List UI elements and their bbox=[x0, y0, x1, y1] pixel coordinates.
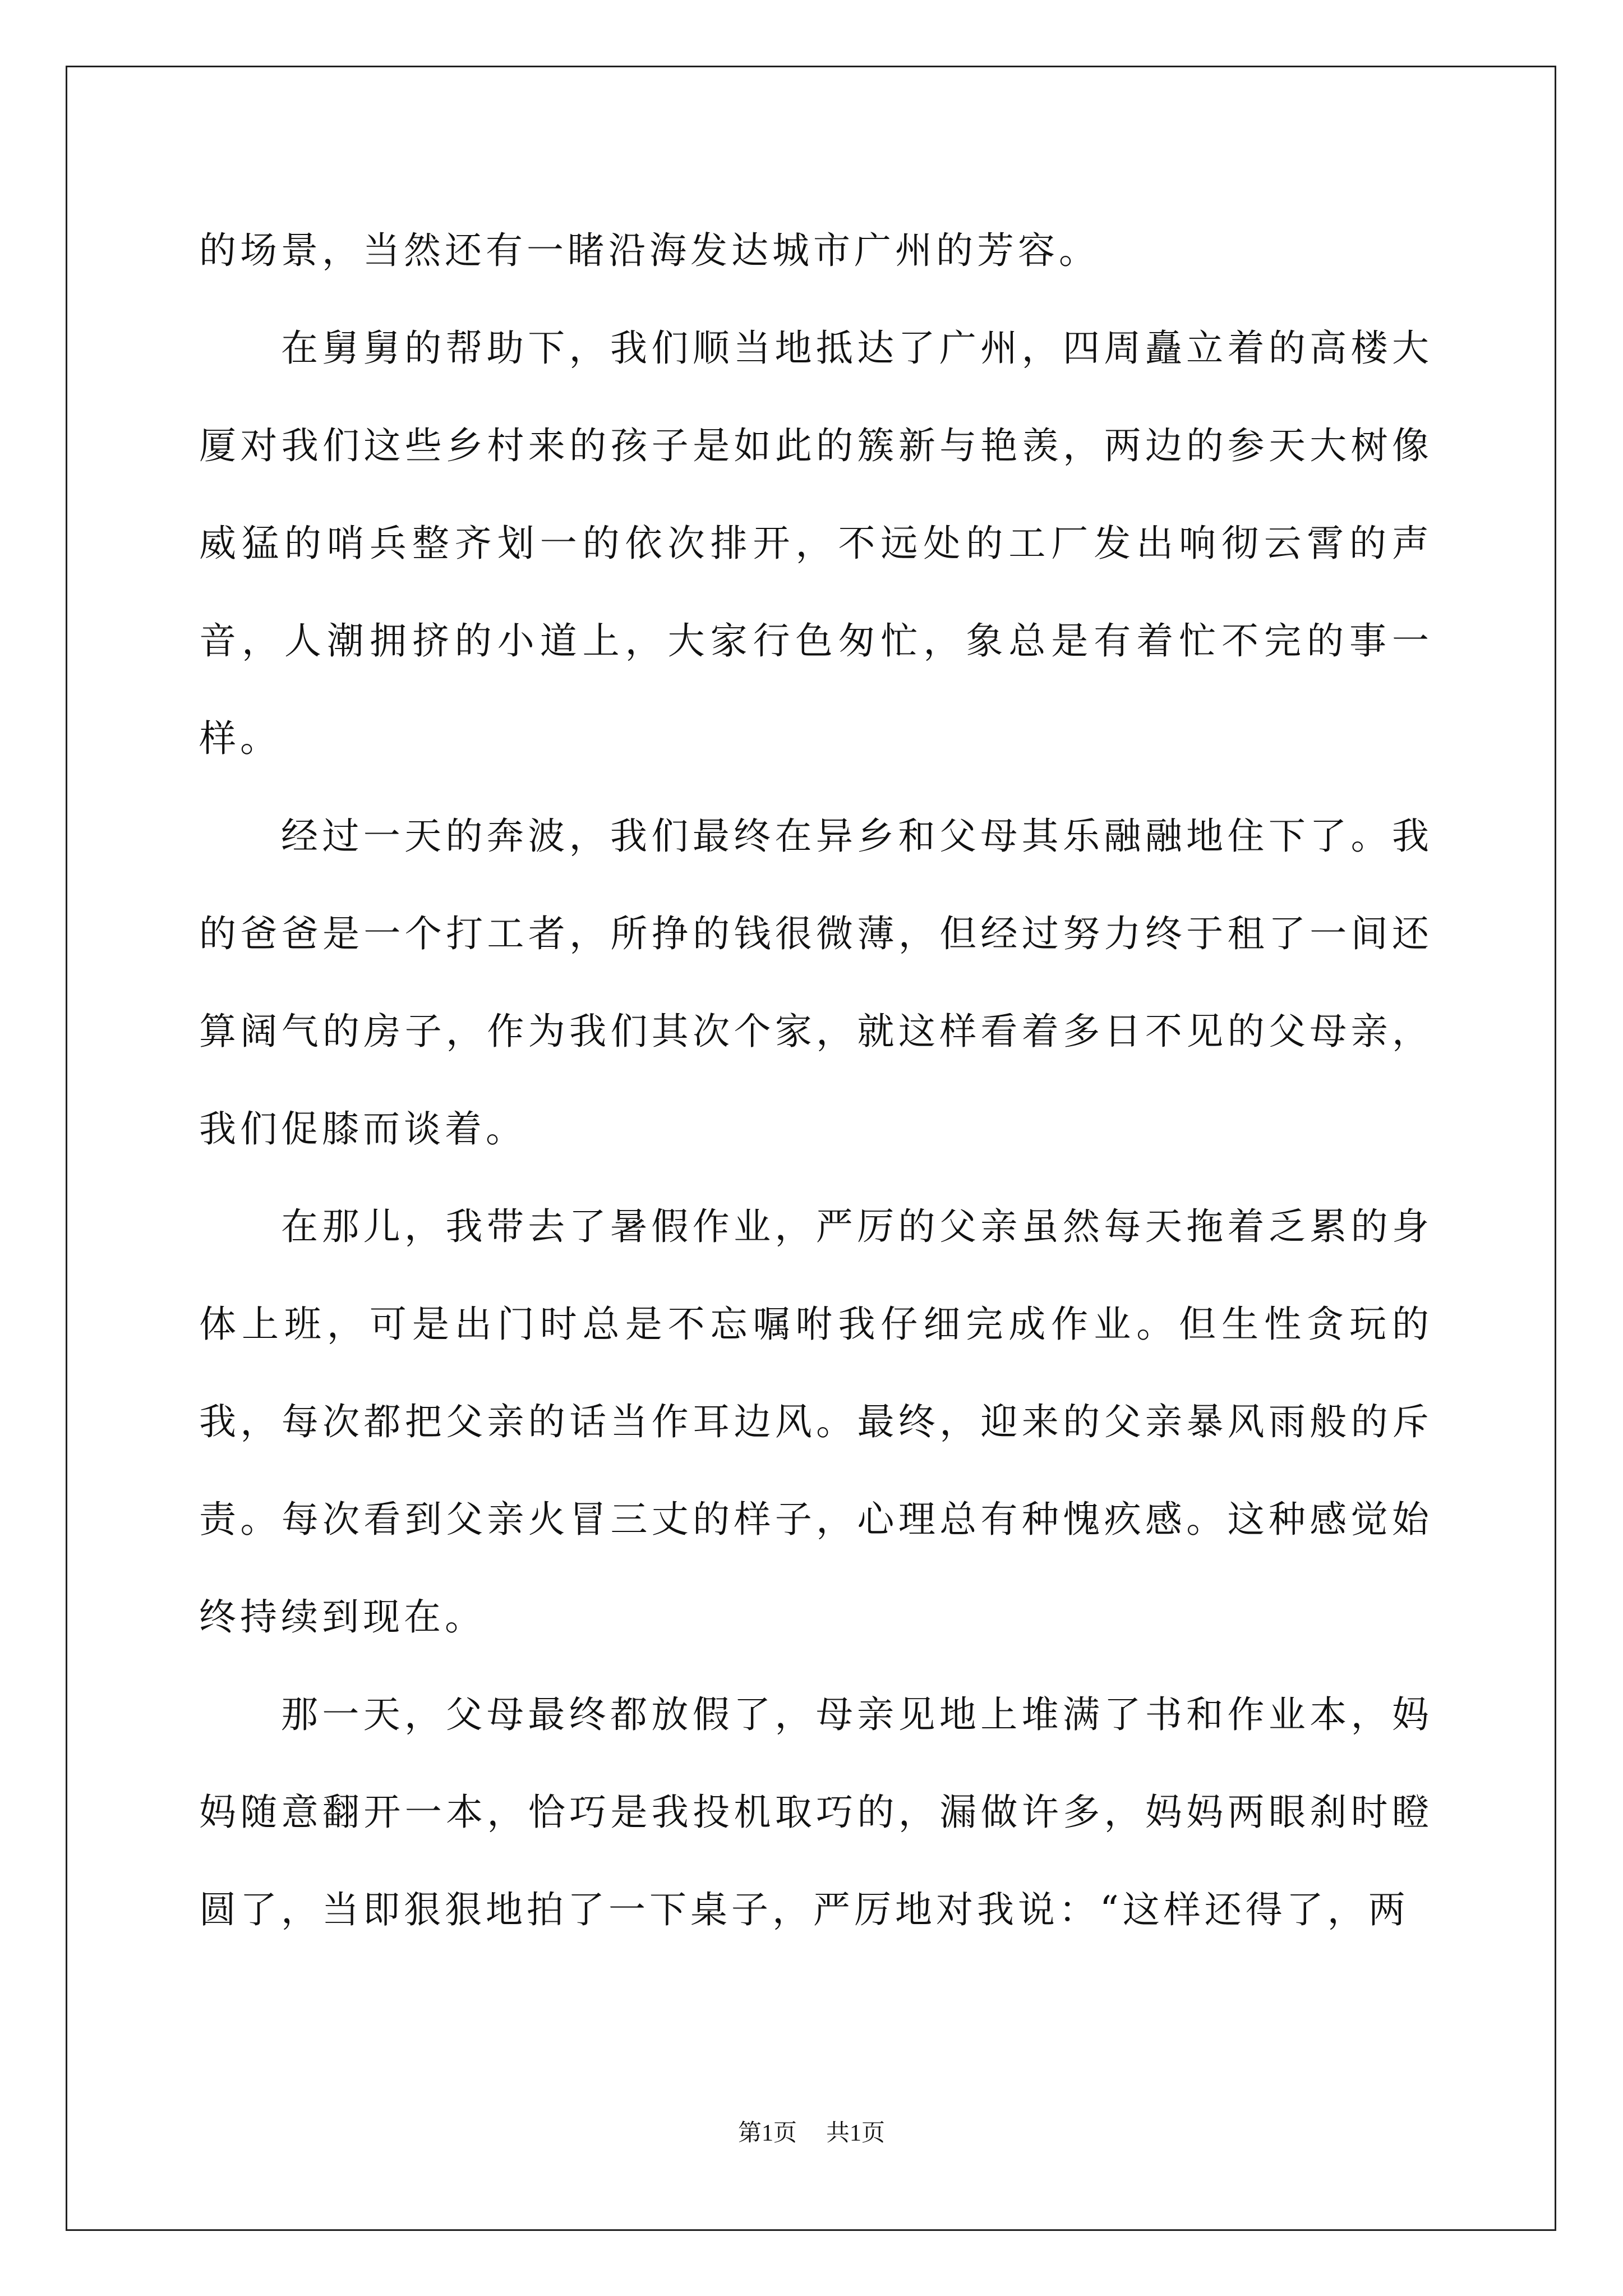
paragraph-3: 经过一天的奔波，我们最终在异乡和父母其乐融融地住下了。我的爸爸是一个打工者，所挣的钱很微薄，但经过努力终于租了一间还算阔气的房子，作为我们其次个家，就这样看着多日不见的父母亲，我们促膝而谈着。 bbox=[199, 815, 1433, 1151]
page-number: 第1页 bbox=[737, 2120, 797, 2146]
paragraph-4: 在那儿，我带去了暑假作业，严厉的父亲虽然每天拖着乏累的身体上班，可是出门时总是不忘嘱咐我仔细完成作业。但生性贪玩的我，每次都把父亲的话当作耳边风。最终，迎来的父亲暴风雨般的斥责。每次看到父亲火冒三丈的样子，心理总有种愧疚感。这种感觉始终持续到现在。 bbox=[199, 1205, 1433, 1639]
page-total: 共1页 bbox=[826, 2120, 886, 2146]
paragraph-5: 那一天，父母最终都放假了，母亲见地上堆满了书和作业本，妈妈随意翻开一本，恰巧是我投机取巧的，漏做许多，妈妈两眼刹时瞪圆了，当即狠狠地拍了一下桌子，严厉地对我说：“这样还得了，两 bbox=[199, 1693, 1433, 1931]
paragraph-1: 的场景，当然还有一睹沿海发达城市广州的芳容。 bbox=[199, 229, 1100, 272]
paragraph-2: 在舅舅的帮助下，我们顺当地抵达了广州，四周矗立着的高楼大厦对我们这些乡村来的孩子是如此的簇新与艳羡，两边的参天大树像威猛的哨兵整齐划一的依次排开，不远处的工厂发出响彻云霄的声音，人潮拥挤的小道上，大家行色匆忙，象总是有着忙不完的事一样。 bbox=[199, 326, 1433, 760]
document-body bbox=[199, 202, 1433, 1959]
page-footer bbox=[0, 2119, 1623, 2147]
